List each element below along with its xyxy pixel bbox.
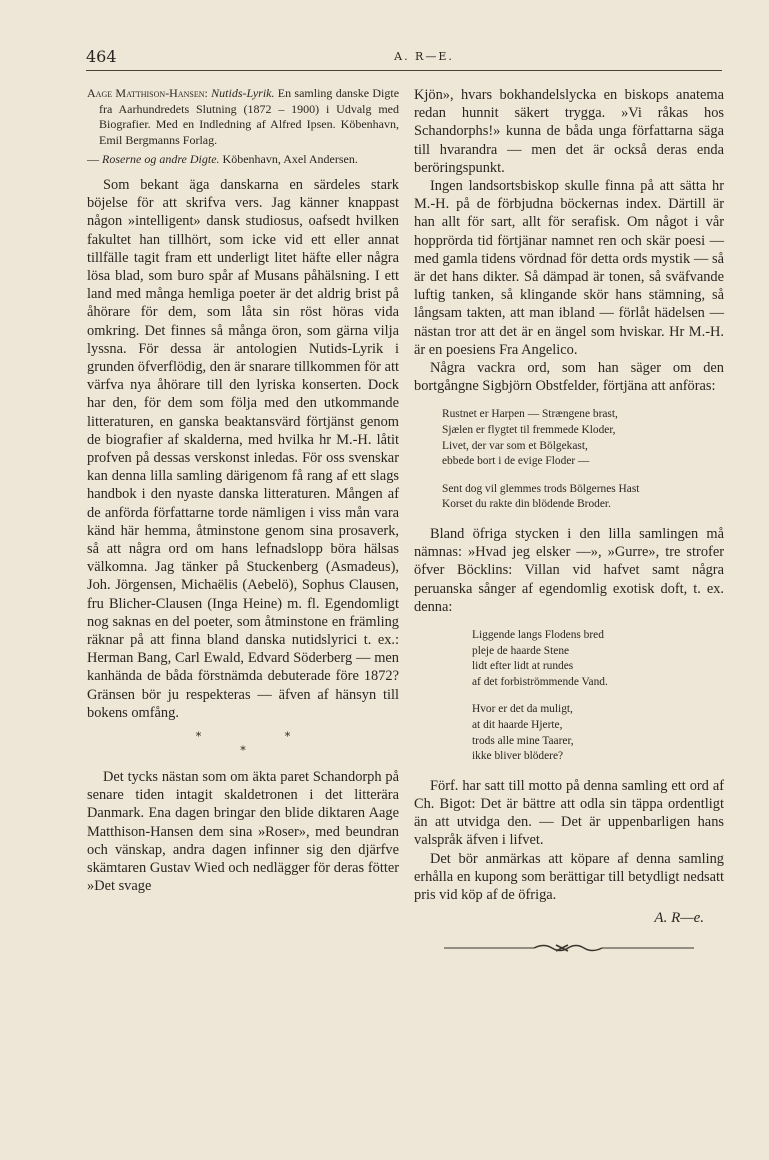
paragraph: Som bekant äga danskarna en särdeles stark böjelse för att skrifva vers. Jag känner knappast någon »intelligent» dansk studiosus, oafsedt hvilken fakultet han tillhört, som icke vid ett eller annat tillfälle tagit fram ett underligt litet häfte eller några lösa blad, som buro spår af Musans påhälsning. I ett land med många hemliga poeter är det aldrig brist på åhörare för dem, som låta sin röst höras vida omkring. Det finnes så många öron, som gärna vilja lyssna. För dessa är antologien Nutids-Lyrik i grunden öfverflödig, den är snarare tillkommen för att värfva nya åhörare till den lyriska konserten. Dock har den, för dem som följa med den utkommande litteraturen, en ganska beaktansvärd förtjänst genom de biografier af skalderna, med hvilka hr M.-H. låtit profven på dessas verskonst inledas. För oss svenskar kan denna lilla samling därigenom få rang af ett slags handbok i den nyaste danska litteraturen. Mången af de anförda författarne torde nämligen i viss mån vara känd här hemma, åtminstone genom sina prosaverk, så att några ord om hans lefnadslopp böra hälsas välkomna. Jag tänker på Stuckenberg (Asmadeus), Joh. Jörgensen, Michaëlis (Aebelö), Sophus Clausen, fru Blicher-Clausen (Inga Heine) m. fl. Egendomligt nog saknas en del poeter, som åtminstone en främling räknar på att finna bland danska nutidslyrici t. ex.: Herman Bang, Carl Ewald, Edvard Söderberg — men kanhända de båda förstnämda debuterade före 1872? Gränsen bör ju respekteras — äfven af hänsyn till bokens omfång. (87, 176, 399, 721)
poem-peruvian (472, 628, 724, 765)
right-column (414, 86, 724, 955)
poem-line: ikke bliver blödere? (472, 750, 564, 763)
paragraph: Det bör anmärkas att köpare af denna samling erhålla en kupong som berättigar till betydligt nedsatt pris vid köp af de öfriga. (414, 850, 724, 903)
citation-details: En samling danske Digte fra Aarhundredets Slutning (1872 – 1900) i Udvalg med Biografier. Med en Indledning af Alfred Ipsen. Köbenhavn, Emil Bergmanns Forlag. (99, 86, 400, 147)
poem-stanza (472, 702, 724, 764)
poem-line: Livet, der var som et Bölgekast, (442, 439, 588, 452)
poem-line: Hvor er det da muligt, (472, 703, 573, 716)
citation-title: Nutids-Lyrik. (211, 86, 275, 100)
page-header (86, 44, 722, 71)
paragraph: Kjön», hvars bokhandelslycka en biskops anatema redan hunnit säkert trygga. »Vi råkas hos Schandorphs!» kunna de båda unga författarna säga till hvarandra — men det är också deras enda beröringspunkt. (414, 87, 724, 176)
poem-line: af det forbiströmmende Vand. (472, 675, 608, 688)
paragraph: Några vackra ord, som han säger om den bortgångne Sigbjörn Obstfelder, förtjäna att anföras: (414, 360, 724, 395)
left-column (87, 86, 399, 895)
poem-line: Korset du rakte din blödende Broder. (442, 498, 611, 511)
poem-line: Rustnet er Harpen — Strængene brast, (442, 408, 618, 421)
poem-line: trods alle mine Taarer, (472, 734, 574, 747)
poem-line: pleje de haarde Stene (472, 644, 570, 657)
poem-line: Liggende langs Flodens bred (472, 629, 604, 642)
citation-roserne (87, 152, 399, 168)
paragraph: Ingen landsortsbiskop skulle finna på att sätta hr M.-H. på de förbjudna böckernas index. Därtill är han allt för sart, allt för serafisk. Om något i vår hopprörda tid förtjänar namnet ren och skär poesi — med gamla tidens vördnad för detta ords mystik — så är det hans dikter. Så dämpad är tonen, så sväfvande luftig tanken, så klingande skör hans stämning, så långsam takten, att man ibland — förlåt hädelsen — nästan tror att det är en ängel som hviskar. Hr M.-H. är en poesiens Fra Angelico. (414, 178, 724, 358)
poem-line: Sent dog vil glemmes trods Bölgernes Hast (442, 482, 640, 495)
poem-stanza (442, 407, 724, 469)
author-signature: A. R—e. (654, 910, 704, 927)
citation-title: Roserne og andre Digte. (102, 152, 220, 167)
citation-dash: — (87, 152, 99, 167)
poem-stanza (472, 628, 724, 690)
poem-line: lidt efter lidt at rundes (472, 660, 574, 673)
paragraph: Det tycks nästan som om äkta paret Schandorph på senare tiden intagit skaldetronen i det litterära Danmark. Ena dagen bringar den blide diktaren Aage Matthison-Hansen dem sina »Roser», med beundran och vänskap, andra dagen infinner sig den djärfve skämtaren Gustav Wied och nedlägger för deras fötter »Det svage (87, 769, 399, 895)
running-head: A. R—E. (394, 50, 454, 63)
asterisk: * (240, 744, 246, 758)
citation-details: Köbenhavn, Axel Andersen. (222, 152, 358, 167)
ornament-flourish (444, 941, 694, 955)
citation-nutids-lyrik: Aage Matthison-Hansen: Nutids-Lyrik. En samling danske Digte fra Aarhundredets Slutning (1872 – 1900) i Udvalg med Biografier. Med en Indledning af Alfred Ipsen. Köbenhavn, Emil Bergmanns Forlag. (87, 86, 400, 147)
paragraph: Bland öfriga stycken i den lilla samlingen må nämnas: »Hvad jeg elsker —», »Gurre», tre strofer öfver Böcklins: Villan vid hafvet samt några peruanska sånger af egendomlig exotisk doft, t. ex. denna: (414, 526, 724, 615)
citation-author: Aage Matthison-Hansen (87, 86, 205, 100)
poem-obstfelder (442, 407, 724, 513)
asterisks: * * (195, 730, 331, 744)
poem-line: at dit haarde Hjerte, (472, 719, 563, 731)
paragraph: Förf. har satt till motto på denna samling ett ord af Ch. Bigot: Det är bättre att odla sin täppa ordentligt än att utvidga den. — Det är uppenbarligen hans valspråk äfven i lifvet. (414, 777, 724, 849)
poem-stanza (442, 482, 724, 513)
ornament-divider (414, 941, 724, 955)
poem-line: ebbede bort i de evige Floder — (442, 455, 590, 468)
poem-line: Sjælen er flygtet til fremmede Kloder, (442, 424, 616, 437)
section-separator (87, 730, 399, 758)
page-number: 464 (86, 47, 117, 66)
